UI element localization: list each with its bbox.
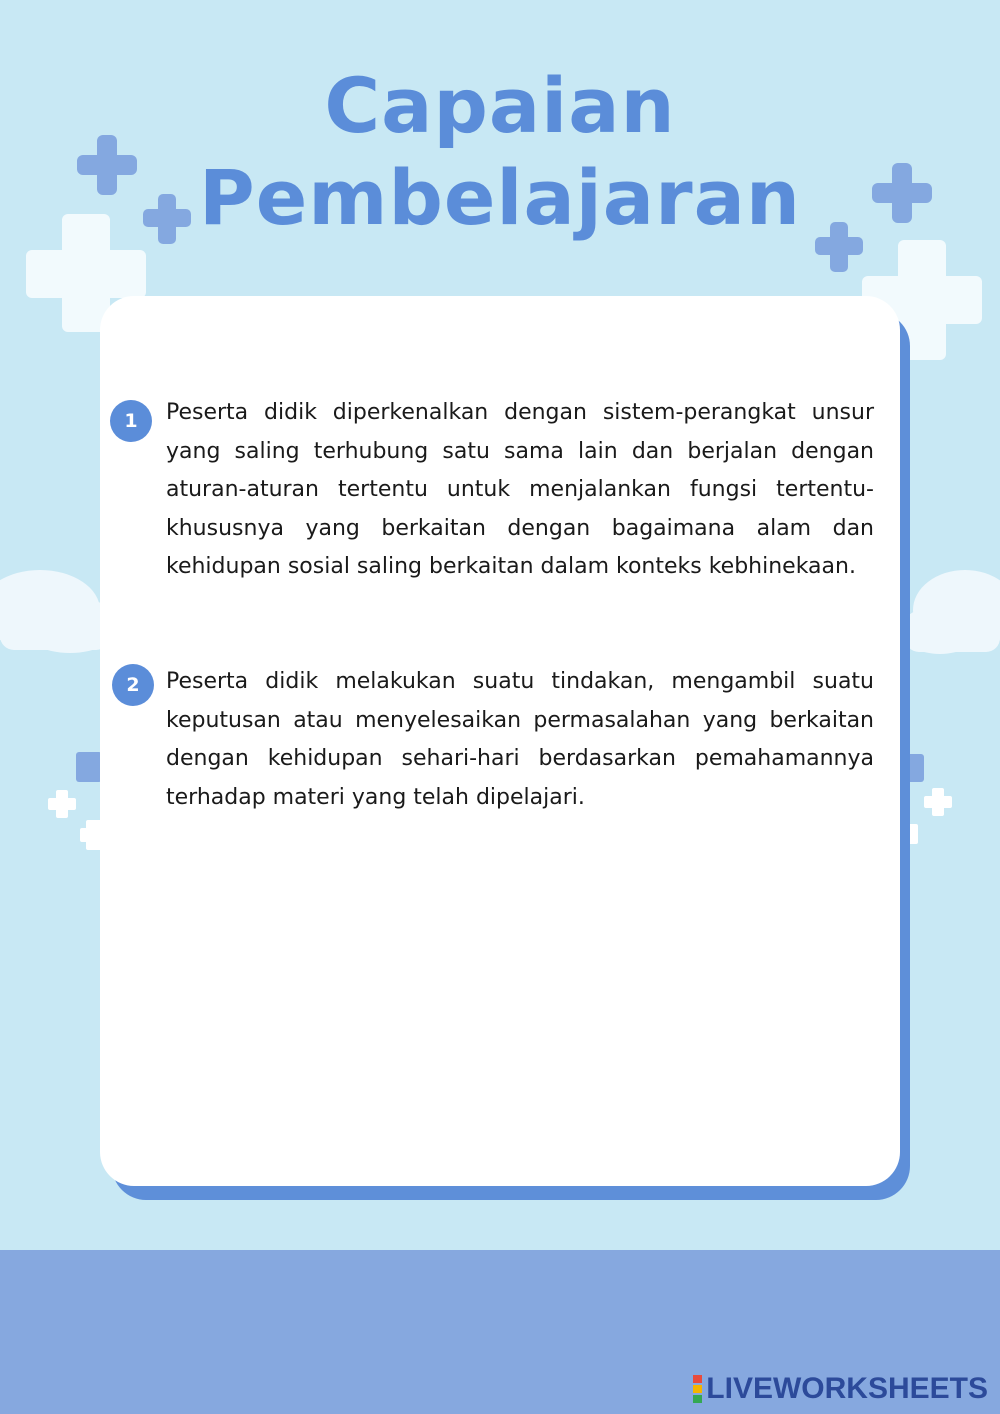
page-title-line2: Pembelajaran xyxy=(199,153,801,242)
liveworksheets-logo-icon xyxy=(693,1374,702,1404)
learning-outcome-1: Peserta didik diperkenalkan dengan sistem-perangkat unsur yang saling terhubung satu sama lain dan berjalan dengan aturan-aturan tertentu untuk menjalankan fungsi tertentu-khususnya yang berkaitan dengan bagaimana alam dan kehidupan sosial saling berkaitan dalam konteks kebhinekaan. xyxy=(166,400,874,579)
page-title-line1: Capaian xyxy=(324,61,676,150)
plus-cross-icon xyxy=(48,790,76,818)
brand-name: LIVEWORKSHEETS xyxy=(706,1372,988,1405)
item-number-badge: 2 xyxy=(112,664,154,706)
liveworksheets-brand xyxy=(693,1372,988,1406)
learning-outcome-2: Peserta didik melakukan suatu tindakan, mengambil suatu keputusan atau menyelesaikan permasalahan yang berkaitan dengan kehidupan sehari-hari berdasarkan pemahamannya terhadap materi yang telah dipelajari. xyxy=(166,669,874,810)
item-number-badge: 1 xyxy=(110,400,152,442)
cloud-icon xyxy=(900,570,1000,654)
plus-cross-icon xyxy=(924,788,952,816)
page-title xyxy=(0,60,1000,244)
plus-cross-icon xyxy=(76,752,102,782)
